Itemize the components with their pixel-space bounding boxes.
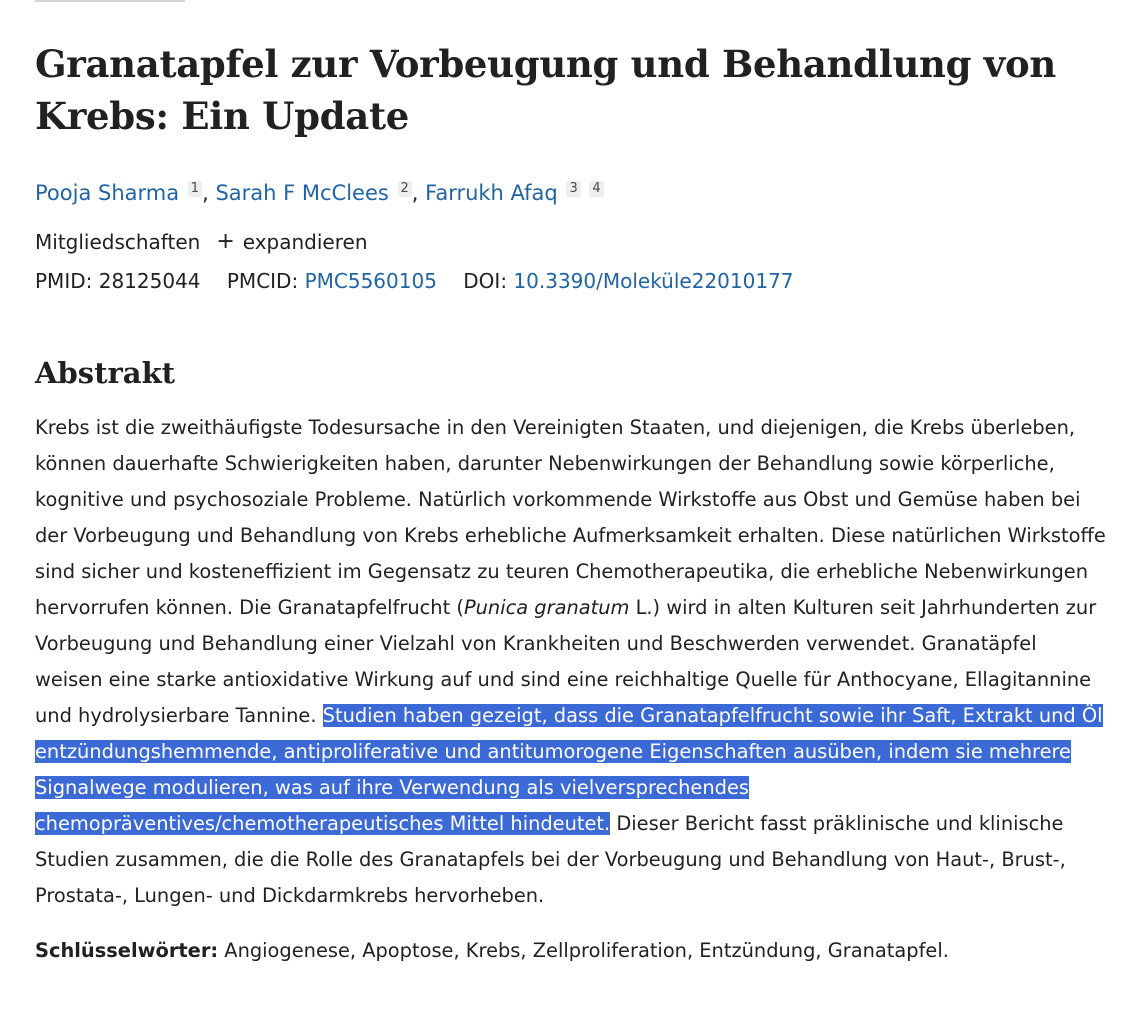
plus-icon[interactable]: + <box>216 229 235 254</box>
author-list <box>35 178 1110 208</box>
species-name: Punica granatum <box>463 596 630 619</box>
abstract-part: L.) wird in alten Kulturen seit Jahrhunderten zur Vorbeugung und Behandlung einer Vielzahl von Krankheiten und Beschwerden verwendet. Granatäpfel weisen eine starke antioxidative Wirkung auf und sind eine reichhaltige Quelle für Anthocyane, Ellagitannine und hydrolysierbare Tannine. <box>35 596 1097 727</box>
abstract-part: Krebs ist die zweithäufigste Todesursache in den Vereinigten Staaten, und diejenigen, die Krebs überleben, können dauerhafte Schwierigkeiten haben, darunter Nebenwirkungen der Behandlung sowie körperliche, kognitive und psychosoziale Probleme. Natürlich vorkommende Wirkstoffe aus Obst und Gemüse haben bei der Vorbeugung und Behandlung von Krebs erhebliche Aufmerksamkeit erhalten. Diese natürlichen Wirkstoffe sind sicher und kosteneffizient im Gegensatz zu teuren Chemotherapeutika, die erhebliche Nebenwirkungen hervorrufen können. Die Granatapfelfrucht ( <box>35 416 1106 619</box>
doi-label: DOI: <box>463 269 508 293</box>
author-link[interactable]: Sarah F McClees <box>215 181 389 205</box>
keywords-label: Schlüsselwörter: <box>35 939 219 962</box>
keywords <box>35 934 1110 968</box>
top-divider <box>35 0 185 2</box>
affiliation-ref[interactable]: 3 <box>566 181 580 197</box>
abstract-part: Dieser Bericht fasst präklinische und klinische Studien zusammen, die die Rolle des Granatapfels bei der Vorbeugung und Behandlung von Haut-, Brust-, Prostata-, Lungen- und Dickdarmkrebs hervorheben. <box>35 812 1066 907</box>
affiliation-ref[interactable]: 2 <box>398 181 412 197</box>
affiliation-ref[interactable]: 1 <box>188 181 202 197</box>
selected-text[interactable]: Studien haben gezeigt, dass die Granatapfelfrucht sowie ihr Saft, Extrakt und Öl entzündungshemmende, antiproliferative und antitumorogene Eigenschaften ausüben, indem sie mehrere Signalwege modulieren, was auf ihre Verwendung als vielversprechendes chemopräventives/chemotherapeutisches Mittel hindeutet. <box>35 704 1103 835</box>
affiliations-label: Mitgliedschaften <box>35 230 201 254</box>
keywords-text: Angiogenese, Apoptose, Krebs, Zellproliferation, Entzündung, Granatapfel. <box>218 939 949 962</box>
pmcid-link[interactable]: PMC5560105 <box>304 269 437 293</box>
pmcid-label: PMCID: <box>226 269 299 293</box>
author-separator: , <box>411 181 419 205</box>
affiliation-ref[interactable]: 4 <box>589 181 603 197</box>
author-link[interactable]: Pooja Sharma <box>35 181 180 205</box>
abstract-text <box>35 410 1110 914</box>
article-title: Granatapfel zur Vorbeugung und Behandlung von Krebs: Ein Update <box>35 42 1056 138</box>
pmid-label: PMID: <box>35 269 93 293</box>
doi-link[interactable]: 10.3390/Moleküle22010177 <box>513 269 794 293</box>
abstract-heading: Abstrakt <box>35 356 176 390</box>
expand-affiliations-button[interactable]: expandieren <box>242 230 368 254</box>
author-separator: , <box>202 181 209 205</box>
article-container <box>35 38 1110 968</box>
author-link[interactable]: Farrukh Afaq <box>425 181 558 205</box>
affiliations-row <box>35 228 1110 256</box>
pmid-value: 28125044 <box>98 269 201 293</box>
identifiers-row <box>35 267 1110 295</box>
